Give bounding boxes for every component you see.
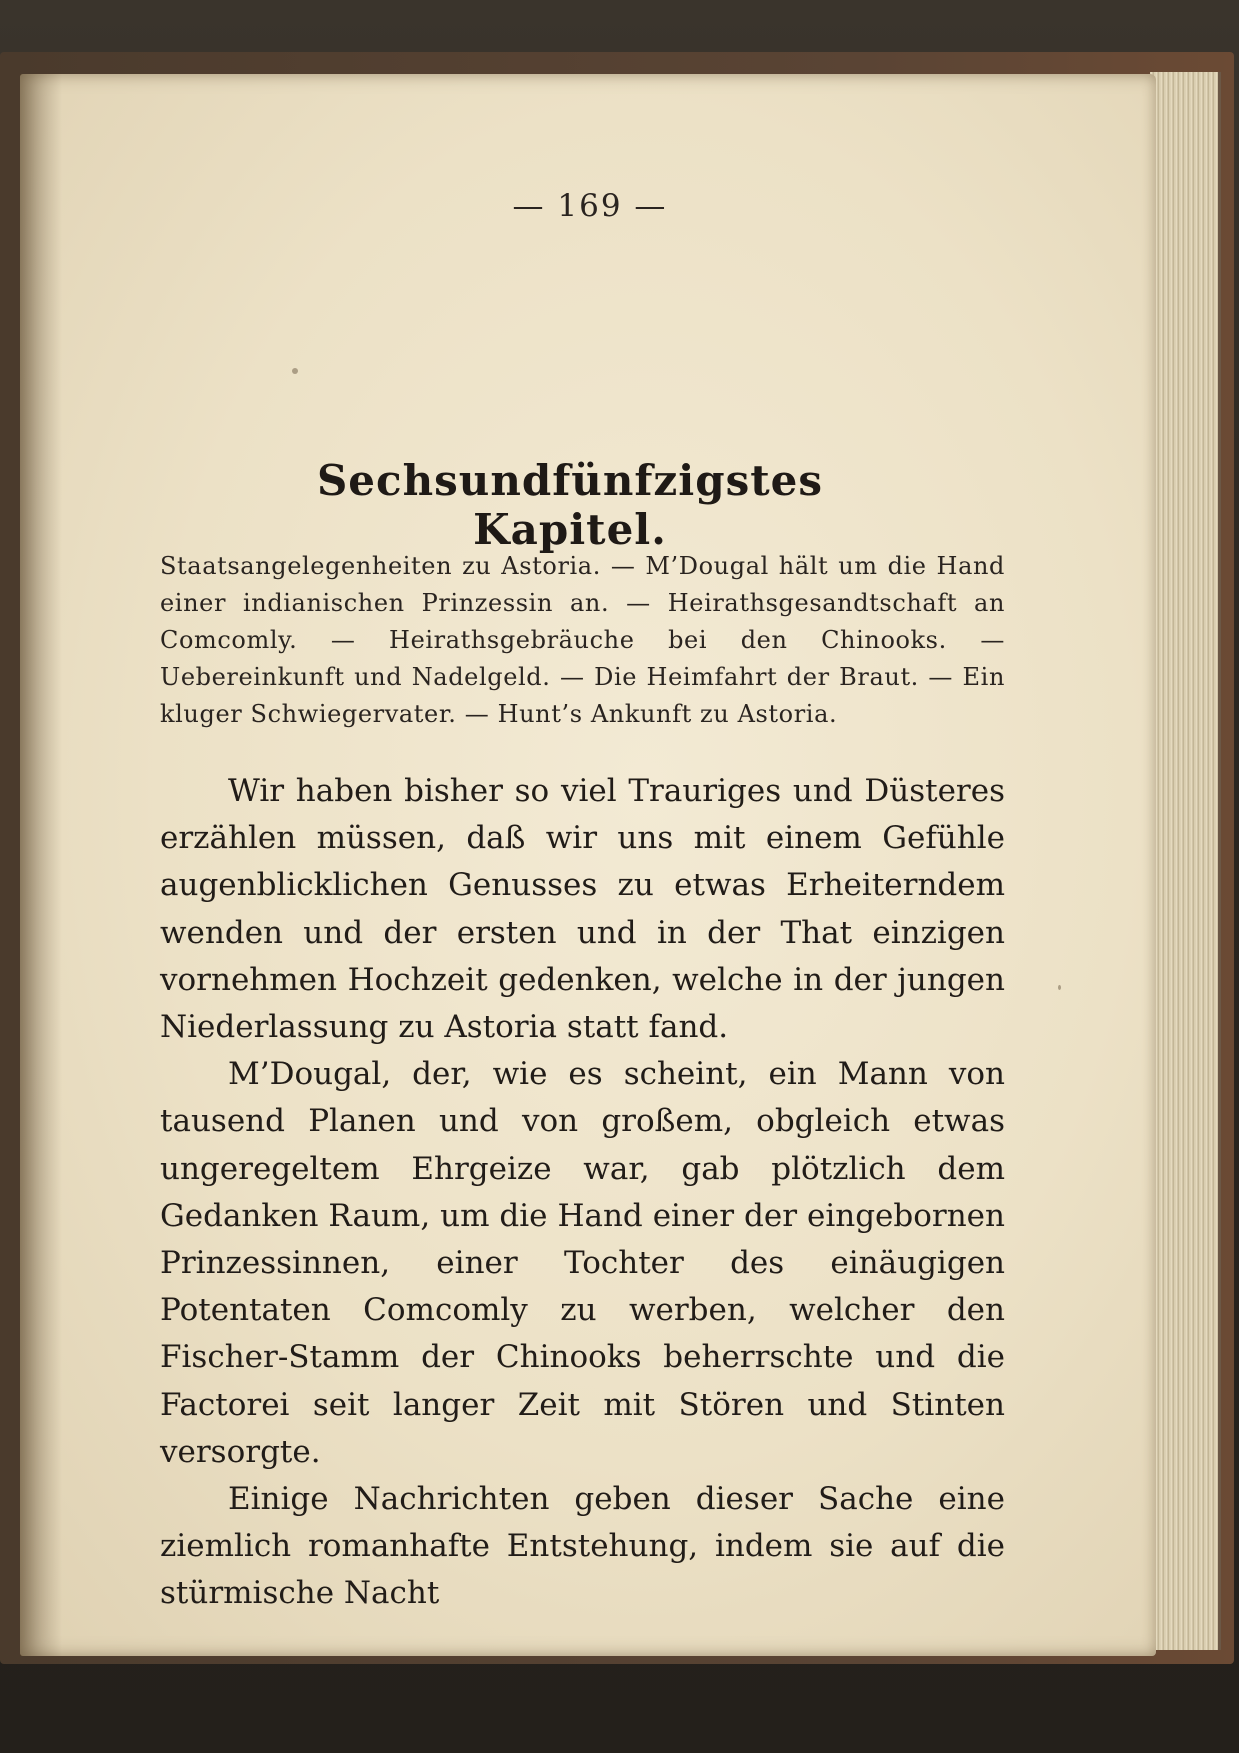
paragraph: M’Dougal, der, wie es scheint, ein Mann von tausend Planen und von großem, obgleich etwas ungeregeltem Ehrgeize war, gab plötzlich dem Gedanken Raum, um die Hand einer der eingebornen Prinzessinnen, einer Tochter des einäugigen Potentaten Comcomly zu werben, welcher den Fischer-Stamm der Chinooks beherrschte und die Factorei seit langer Zeit mit Stören und Stinten versorgte. (160, 1056, 1005, 1470)
page-speck (292, 368, 298, 374)
page-fore-edge (1150, 72, 1221, 1650)
page-speck (1058, 985, 1061, 990)
page-number: — 169 — (512, 188, 668, 224)
chapter-summary: Staatsangelegenheiten zu Astoria. — M’Dougal hält um die Hand einer indianischen Prinzessin an. — Heirathsgesandtschaft an Comcomly. — Heirathsgebräuche bei den Chinooks. — Uebereinkunft und Nadelgeld. — Die Heimfahrt der Braut. — Ein kluger Schwiegervater. — Hunt’s Ankunft zu Astoria. (160, 552, 1005, 728)
paragraph: Einige Nachrichten geben dieser Sache eine ziemlich romanhafte Entstehung, indem sie auf die stürmische Nacht (160, 1481, 1005, 1612)
chapter-title: Sechsundfünfzigstes Kapitel. (316, 456, 824, 554)
paragraph: Wir haben bisher so viel Trauriges und Düsteres erzählen müssen, daß wir uns mit einem Gefühle augenblicklichen Genusses zu etwas Erheiterndem wenden und der ersten und in der That einzigen vornehmen Hochzeit gedenken, welche in der jungen Niederlassung zu Astoria statt fand. (160, 773, 1005, 1046)
body-text (160, 768, 1005, 1618)
page-gutter-shadow (20, 74, 62, 1656)
